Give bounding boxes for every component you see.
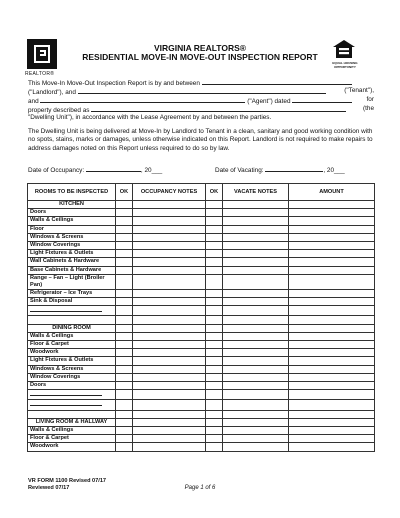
entry-cell[interactable] [133, 258, 206, 266]
entry-cell[interactable] [289, 242, 375, 250]
entry-cell[interactable] [289, 324, 375, 332]
entry-cell[interactable] [289, 217, 375, 225]
entry-cell[interactable] [116, 443, 133, 451]
table-row [28, 250, 375, 258]
entry-cell[interactable] [289, 349, 375, 357]
entry-cell[interactable] [206, 209, 223, 217]
entry-cell[interactable] [133, 341, 206, 349]
entry-cell[interactable] [133, 209, 206, 217]
entry-cell[interactable] [223, 289, 289, 297]
table-row [28, 382, 375, 390]
entry-cell[interactable] [223, 316, 289, 324]
entry-cell[interactable] [223, 201, 289, 209]
entry-cell[interactable] [289, 418, 375, 426]
entry-cell[interactable] [206, 316, 223, 324]
entry-cell[interactable] [133, 225, 206, 233]
entry-cell[interactable] [116, 250, 133, 258]
table-row [28, 225, 375, 233]
vacating-date: Date of Vacating: , 20___ [215, 167, 345, 174]
entry-cell[interactable] [28, 316, 116, 324]
entry-cell[interactable] [223, 373, 289, 381]
table-row [28, 289, 375, 297]
entry-cell[interactable] [116, 400, 133, 410]
entry-cell[interactable] [116, 258, 133, 266]
entry-cell[interactable] [206, 306, 223, 316]
table-row [28, 365, 375, 373]
custom-item-line [30, 390, 102, 396]
entry-cell[interactable] [116, 427, 133, 435]
col-rooms: ROOMS TO BE INSPECTED [28, 184, 116, 201]
table-row [28, 341, 375, 349]
intro-line-3: and ("Agent") dated for [28, 96, 374, 105]
entry-cell[interactable] [289, 298, 375, 306]
custom-item-field[interactable] [28, 306, 116, 316]
entry-cell[interactable] [223, 332, 289, 340]
entry-cell[interactable] [133, 316, 206, 324]
entry-cell[interactable] [28, 410, 116, 418]
table-row [28, 298, 375, 306]
empty-row [28, 410, 375, 418]
room-item-label: Floor [28, 225, 116, 233]
section-row [28, 418, 375, 426]
entry-cell[interactable] [289, 258, 375, 266]
blank-row [28, 390, 375, 400]
occupancy-date-field[interactable] [86, 165, 141, 172]
reviewed-date: Reviewed 07/17 [28, 485, 70, 491]
entry-cell[interactable] [206, 390, 223, 400]
entry-cell[interactable] [133, 357, 206, 365]
entry-cell[interactable] [206, 357, 223, 365]
room-item-label: Doors [28, 382, 116, 390]
room-item-label: Walls & Ceilings [28, 427, 116, 435]
entry-cell[interactable] [223, 225, 289, 233]
entry-cell[interactable] [289, 373, 375, 381]
entry-cell[interactable] [133, 365, 206, 373]
section-title: LIVING ROOM & HALLWAY [28, 418, 116, 426]
entry-cell[interactable] [116, 390, 133, 400]
entry-cell[interactable] [206, 435, 223, 443]
entry-cell[interactable] [289, 410, 375, 418]
table-row [28, 435, 375, 443]
entry-cell[interactable] [223, 341, 289, 349]
equal-housing-icon [333, 40, 355, 58]
custom-item-field[interactable] [28, 400, 116, 410]
table-row [28, 233, 375, 241]
entry-cell[interactable] [133, 349, 206, 357]
entry-cell[interactable] [206, 250, 223, 258]
delivery-paragraph: The Dwelling Unit is being delivered at Move-In by Landlord to Tenant in a clean, sanitary and good working condition with no spots, stains, marks or damages, unless otherwise indicated on this Report. Landlord is not required to make repairs to address damages noted on this Report unless required to do so by law. [28, 128, 373, 152]
entry-cell[interactable] [289, 357, 375, 365]
entry-cell[interactable] [133, 201, 206, 209]
form-title-line1: VIRGINIA REALTORS® [153, 43, 247, 53]
room-item-label: Window Coverings [28, 373, 116, 381]
entry-cell[interactable] [116, 289, 133, 297]
room-item-label: Woodwork [28, 443, 116, 451]
entry-cell[interactable] [206, 365, 223, 373]
entry-cell[interactable] [289, 332, 375, 340]
entry-cell[interactable] [206, 349, 223, 357]
entry-cell[interactable] [133, 217, 206, 225]
empty-row [28, 316, 375, 324]
page-number: Page 1 of 6 [184, 485, 216, 491]
entry-cell[interactable] [133, 435, 206, 443]
entry-cell[interactable] [289, 390, 375, 400]
entry-cell[interactable] [223, 298, 289, 306]
entry-cell[interactable] [223, 390, 289, 400]
entry-cell[interactable] [116, 209, 133, 217]
entry-cell[interactable] [289, 435, 375, 443]
intro-line-2: ("Landlord"), and ("Tenant"), [28, 87, 374, 96]
entry-cell[interactable] [133, 410, 206, 418]
entry-cell[interactable] [223, 242, 289, 250]
intro-line-1: This Move-In Move-Out Inspection Report is by and between [28, 78, 374, 88]
entry-cell[interactable] [206, 324, 223, 332]
entry-cell[interactable] [223, 410, 289, 418]
entry-cell[interactable] [116, 242, 133, 250]
entry-cell[interactable] [206, 382, 223, 390]
entry-cell[interactable] [289, 201, 375, 209]
room-item-label: Walls & Ceilings [28, 332, 116, 340]
entry-cell[interactable] [206, 289, 223, 297]
section-title: DINING ROOM [28, 324, 116, 332]
entry-cell[interactable] [223, 266, 289, 274]
entry-cell[interactable] [116, 418, 133, 426]
entry-cell[interactable] [206, 341, 223, 349]
entry-cell[interactable] [116, 349, 133, 357]
col-ok-occupancy: OK [116, 184, 133, 201]
entry-cell[interactable] [223, 258, 289, 266]
entry-cell[interactable] [223, 233, 289, 241]
agent-name-field[interactable] [40, 96, 245, 103]
form-number: VR FORM 1100 Revised 07/17 [28, 478, 107, 484]
col-vacate-notes: VACATE NOTES [223, 184, 289, 201]
vacating-date-field[interactable] [265, 165, 323, 172]
entry-cell[interactable] [223, 306, 289, 316]
room-item-label: Base Cabinets & Hardware [28, 266, 116, 274]
table-row [28, 274, 375, 289]
realtor-logo-text: REALTOR® [25, 71, 55, 77]
entry-cell[interactable] [116, 324, 133, 332]
table-row [28, 258, 375, 266]
entry-cell[interactable] [289, 225, 375, 233]
entry-cell[interactable] [116, 357, 133, 365]
entry-cell[interactable] [223, 324, 289, 332]
table-row [28, 373, 375, 381]
entry-cell[interactable] [116, 316, 133, 324]
entry-cell[interactable] [206, 400, 223, 410]
table-row [28, 242, 375, 250]
room-item-label: Sink & Disposal [28, 298, 116, 306]
entry-cell[interactable] [133, 274, 206, 289]
entry-cell[interactable] [116, 373, 133, 381]
entry-cell[interactable] [206, 217, 223, 225]
section-row [28, 201, 375, 209]
entry-cell[interactable] [206, 373, 223, 381]
occupancy-date: Date of Occupancy: , 20___ [28, 167, 163, 174]
tenant-name-field[interactable] [78, 87, 326, 94]
entry-cell[interactable] [116, 266, 133, 274]
entry-cell[interactable] [289, 209, 375, 217]
table-row [28, 332, 375, 340]
room-item-label: Refrigerator – Ice Trays [28, 289, 116, 297]
form-title-line2: RESIDENTIAL MOVE-IN MOVE-OUT INSPECTION REPORT [82, 52, 318, 62]
table-header-row [28, 184, 375, 201]
entry-cell[interactable] [133, 400, 206, 410]
room-item-label: Windows & Screens [28, 233, 116, 241]
entry-cell[interactable] [133, 427, 206, 435]
entry-cell[interactable] [289, 400, 375, 410]
entry-cell[interactable] [206, 225, 223, 233]
agreement-date-field[interactable] [292, 96, 352, 103]
entry-cell[interactable] [223, 427, 289, 435]
entry-cell[interactable] [206, 258, 223, 266]
table-row [28, 357, 375, 365]
room-item-label: Window Coverings [28, 242, 116, 250]
room-item-label: Floor & Carpet [28, 341, 116, 349]
entry-cell[interactable] [116, 225, 133, 233]
entry-cell[interactable] [206, 410, 223, 418]
entry-cell[interactable] [133, 373, 206, 381]
table-row [28, 349, 375, 357]
entry-cell[interactable] [116, 365, 133, 373]
entry-cell[interactable] [289, 443, 375, 451]
entry-cell[interactable] [116, 274, 133, 289]
entry-cell[interactable] [223, 349, 289, 357]
section-title: KITCHEN [28, 201, 116, 209]
entry-cell[interactable] [206, 332, 223, 340]
equal-housing-caption: EQUAL HOUSING OPPORTUNITY [332, 61, 358, 69]
entry-cell[interactable] [133, 306, 206, 316]
entry-cell[interactable] [206, 201, 223, 209]
entry-cell[interactable] [133, 250, 206, 258]
entry-cell[interactable] [116, 306, 133, 316]
entry-cell[interactable] [223, 435, 289, 443]
entry-cell[interactable] [223, 418, 289, 426]
blank-row [28, 306, 375, 316]
entry-cell[interactable] [116, 201, 133, 209]
entry-cell[interactable] [206, 418, 223, 426]
entry-cell[interactable] [223, 400, 289, 410]
table-row [28, 427, 375, 435]
entry-cell[interactable] [206, 266, 223, 274]
intro-line-4: property described as (the [28, 105, 374, 114]
custom-item-field[interactable] [28, 390, 116, 400]
entry-cell[interactable] [289, 427, 375, 435]
col-ok-vacate: OK [206, 184, 223, 201]
blank-row [28, 400, 375, 410]
entry-cell[interactable] [223, 382, 289, 390]
entry-cell[interactable] [133, 324, 206, 332]
property-description-field[interactable] [91, 105, 346, 112]
room-item-label: Walls & Ceilings [28, 217, 116, 225]
entry-cell[interactable] [116, 217, 133, 225]
table-row [28, 266, 375, 274]
room-item-label: Wall Cabinets & Hardware [28, 258, 116, 266]
landlord-name-field[interactable] [202, 78, 352, 85]
entry-cell[interactable] [289, 316, 375, 324]
entry-cell[interactable] [116, 382, 133, 390]
entry-cell[interactable] [289, 341, 375, 349]
entry-cell[interactable] [116, 298, 133, 306]
col-amount: AMOUNT [289, 184, 375, 201]
entry-cell[interactable] [223, 250, 289, 258]
entry-cell[interactable] [289, 289, 375, 297]
entry-cell[interactable] [206, 274, 223, 289]
entry-cell[interactable] [289, 266, 375, 274]
entry-cell[interactable] [133, 289, 206, 297]
entry-cell[interactable] [289, 274, 375, 289]
entry-cell[interactable] [289, 306, 375, 316]
entry-cell[interactable] [289, 233, 375, 241]
section-row [28, 324, 375, 332]
room-item-label: Light Fixtures & Outlets [28, 250, 116, 258]
entry-cell[interactable] [133, 298, 206, 306]
entry-cell[interactable] [116, 435, 133, 443]
entry-cell[interactable] [116, 410, 133, 418]
entry-cell[interactable] [223, 209, 289, 217]
entry-cell[interactable] [133, 418, 206, 426]
entry-cell[interactable] [133, 266, 206, 274]
entry-cell[interactable] [133, 332, 206, 340]
entry-cell[interactable] [206, 298, 223, 306]
entry-cell[interactable] [206, 242, 223, 250]
entry-cell[interactable] [223, 443, 289, 451]
entry-cell[interactable] [116, 341, 133, 349]
custom-item-line [30, 400, 102, 406]
entry-cell[interactable] [206, 233, 223, 241]
room-item-label: Windows & Screens [28, 365, 116, 373]
entry-cell[interactable] [223, 365, 289, 373]
table-row [28, 443, 375, 451]
entry-cell[interactable] [133, 382, 206, 390]
entry-cell[interactable] [206, 427, 223, 435]
entry-cell[interactable] [133, 233, 206, 241]
entry-cell[interactable] [223, 357, 289, 365]
inspection-table [27, 183, 375, 452]
room-item-label: Range – Fan – Light (Broiler Pan) [28, 274, 116, 289]
table-row [28, 209, 375, 217]
entry-cell[interactable] [206, 443, 223, 451]
table-row [28, 217, 375, 225]
entry-cell[interactable] [133, 443, 206, 451]
room-item-label: Light Fixtures & Outlets [28, 357, 116, 365]
entry-cell[interactable] [223, 217, 289, 225]
room-item-label: Woodwork [28, 349, 116, 357]
entry-cell[interactable] [133, 242, 206, 250]
custom-item-line [30, 306, 102, 312]
entry-cell[interactable] [133, 390, 206, 400]
room-item-label: Floor & Carpet [28, 435, 116, 443]
entry-cell[interactable] [289, 382, 375, 390]
room-item-label: Doors [28, 209, 116, 217]
entry-cell[interactable] [223, 274, 289, 289]
intro-line-5: "Dwelling Unit"), in accordance with the Lease Agreement by and between the parties. [28, 114, 272, 121]
entry-cell[interactable] [289, 365, 375, 373]
entry-cell[interactable] [289, 250, 375, 258]
col-occupancy-notes: OCCUPANCY NOTES [133, 184, 206, 201]
entry-cell[interactable] [116, 233, 133, 241]
entry-cell[interactable] [116, 332, 133, 340]
